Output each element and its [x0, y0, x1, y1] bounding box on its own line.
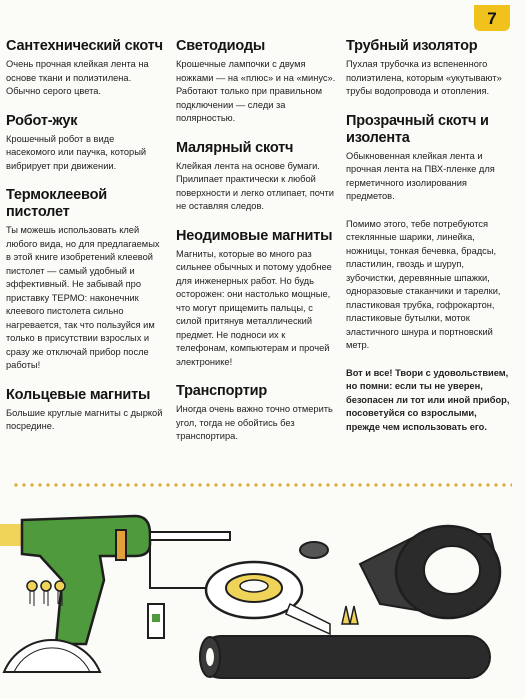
column-1 [6, 34, 166, 448]
entry-title: Прозрачный скотч и изолента [346, 112, 489, 146]
entry-protractor [176, 383, 336, 444]
entry-title: Неодимовые магниты [176, 227, 333, 244]
entry-text: Ты можешь использовать клей любого вида, но для предлагаемых в этой книге изобретений клеевой пистолет — самый удобный и эффективный. Не забывай про приставку ТЕРМО: наконечник клеевого пистолета сильно нагревается, так что пользуйся им только в присутствии взрослых и сразу же отключай прибор после работы! [6, 225, 160, 370]
entry-text: Помимо этого, тебе потребуются стеклянные шарики, линейка, ножницы, тонкая бечевка, брадсы, пластилин, гвоздь и шуруп, зубочистки, деревянные шпажки, одноразовые стаканчики и тарелки, пластиковая трубка, гофрокартон, пластиковые бутылки, моток эластичного шнура и портновский метр. [346, 218, 501, 350]
entry-glue-gun [6, 187, 166, 373]
tools-illustration [0, 494, 526, 699]
entry-neodymium-magnets [176, 228, 336, 370]
entry-also-needed [346, 218, 512, 353]
entry-leds [176, 38, 336, 126]
dotted-divider [12, 482, 512, 488]
entry-robot-bug [6, 113, 166, 174]
column-3 [346, 34, 512, 448]
entry-text: Иногда очень важно точно отмерить угол, тогда не обойтись без транспортира. [176, 404, 333, 441]
entry-title: Термоклеевой пистолет [6, 187, 107, 220]
masking-tape-icon [206, 562, 330, 634]
entry-text: Вот и все! Твори с удовольствием, но помни: если ты не уверен, безопасен ли тот или иной прибор, посоветуйся со взрослыми, прежде чем использовать его. [346, 367, 510, 432]
entry-text: Большие круглые магниты с дыркой посредине. [6, 407, 163, 431]
entry-title: Робот-жук [6, 112, 78, 129]
duct-tape-icon [360, 526, 500, 618]
entry-text: Очень прочная клейкая лента на основе ткани и полиэтилена. Обычно серого цвета. [6, 59, 149, 96]
ring-magnet-icon [300, 542, 328, 558]
entry-title: Транспортир [176, 383, 268, 399]
entry-title: Сантехнический скотч [6, 38, 163, 54]
entry-title: Трубный изолятор [346, 38, 478, 54]
entry-duct-tape [6, 38, 166, 99]
glue-gun-icon [22, 516, 230, 644]
entry-clear-tape [346, 113, 512, 204]
entry-text: Крошечный робот в виде насекомого или паучка, который вибрирует при движении. [6, 133, 147, 171]
entry-title: Малярный скотч [176, 139, 294, 156]
entry-text: Крошечные лампочки с двумя ножками — на «плюс» и на «минус». Работают только при правильном подключении — следи за полярностью. [176, 59, 336, 123]
entry-text: Магниты, которые во много раз сильнее обычных и потому удобнее для инженерных работ. Но будь осторожен: они настолько мощные, что могут прищемить пальцы, с силой притянув металлический предмет. Не подноси их к телефонам, компьютерам и прочей электронике! [176, 248, 332, 367]
pipe-insulator-icon [200, 636, 490, 678]
entry-masking-tape [176, 140, 336, 214]
entry-text: Клейкая лента на основе бумаги. Прилипает практически к любой поверхности и легко отлипает, почти не оставляя следов. [176, 160, 334, 211]
column-2 [176, 34, 336, 458]
entry-text: Обыкновенная клейкая лента и прочная лента на ПВХ-пленке для герметичного изолирования предметов. [346, 150, 495, 201]
entry-closing-note [346, 367, 512, 435]
entry-title: Кольцевые магниты [6, 386, 151, 403]
tape-cutter-icon [342, 606, 358, 624]
entry-title: Светодиоды [176, 38, 266, 54]
entry-pipe-insulator [346, 38, 512, 99]
page-number: 7 [474, 5, 510, 31]
entry-ring-magnets [6, 387, 166, 434]
entry-text: Пухлая трубочка из вспененного полиэтилена, которым «укутывают» трубы водопровода и отопления. [346, 59, 502, 96]
